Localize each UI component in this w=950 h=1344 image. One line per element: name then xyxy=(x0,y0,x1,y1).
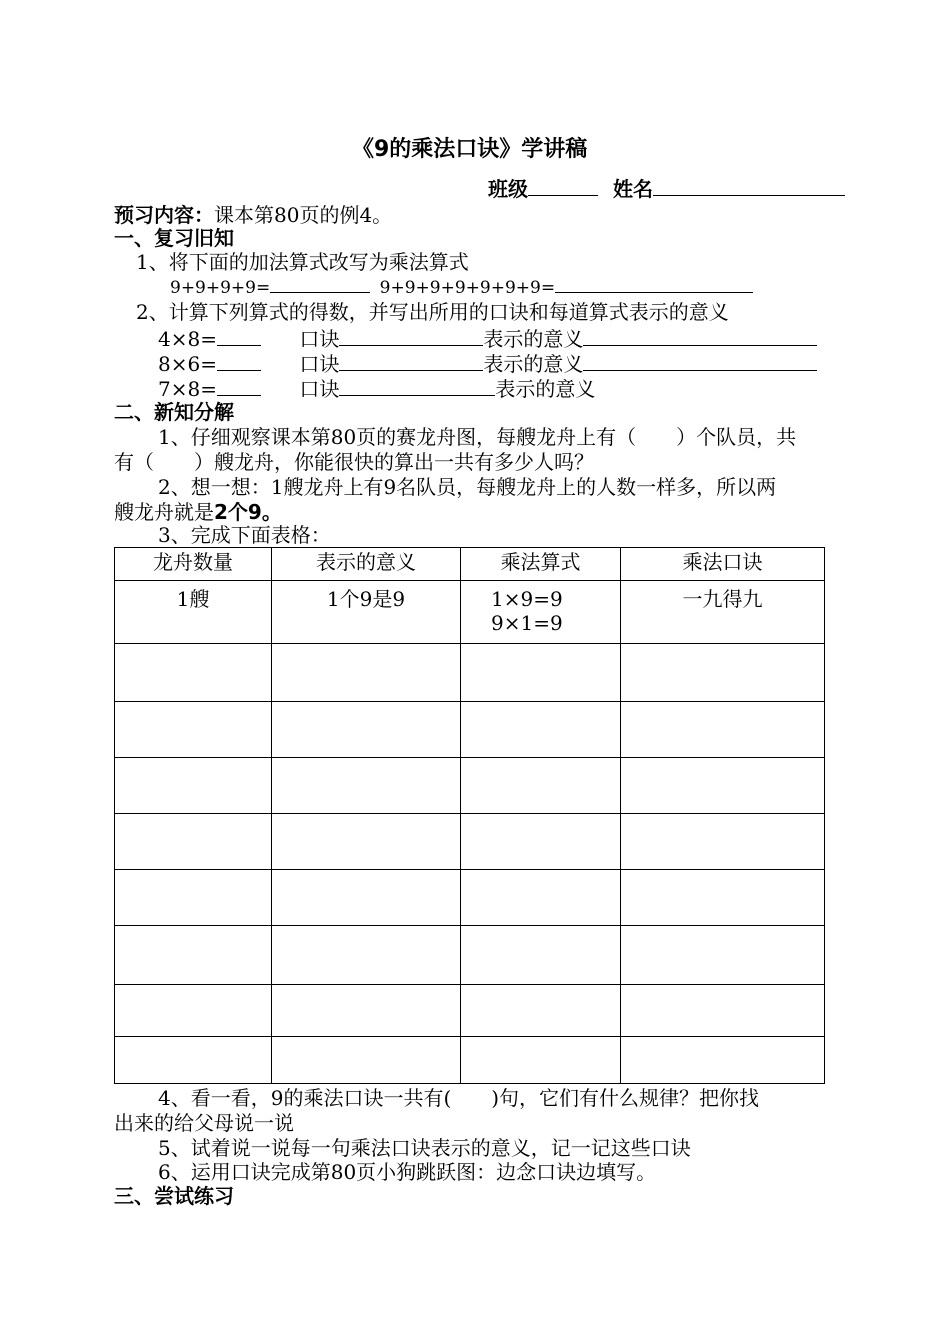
section3-heading: 三、尝试练习 xyxy=(114,1184,234,1208)
table-row[interactable] xyxy=(115,758,825,814)
meaning-cell: 1个9是9 xyxy=(272,581,461,644)
formula-1: 1×9=9 xyxy=(491,587,563,611)
table-cell[interactable] xyxy=(461,985,621,1037)
answer-blank[interactable] xyxy=(217,350,261,371)
table-cell[interactable] xyxy=(621,870,825,926)
class-name-line xyxy=(488,175,845,201)
section2-p1-line1: 1、仔细观察课本第80页的赛龙舟图，每艘龙舟上有（ ）个队员，共 xyxy=(158,425,797,449)
table-cell[interactable] xyxy=(461,758,621,814)
count-cell: 1艘 xyxy=(115,581,272,644)
name-blank[interactable] xyxy=(653,175,845,196)
koujue-blank[interactable] xyxy=(339,325,483,346)
meaning-blank[interactable] xyxy=(583,325,817,346)
section2-p4-line2: 出来的给父母说一说 xyxy=(114,1111,294,1135)
class-blank[interactable] xyxy=(528,175,598,196)
page-title: 《9的乘法口诀》学讲稿 xyxy=(352,137,588,162)
table-cell[interactable] xyxy=(272,926,461,985)
table-cell[interactable] xyxy=(621,644,825,702)
table-cell[interactable] xyxy=(461,870,621,926)
table-cell[interactable] xyxy=(461,644,621,702)
table-cell[interactable] xyxy=(621,758,825,814)
table-cell[interactable] xyxy=(272,985,461,1037)
table-cell[interactable] xyxy=(621,702,825,758)
section1-heading: 一、复习旧知 xyxy=(114,226,234,250)
answer-blank[interactable] xyxy=(217,375,261,396)
header-cell: 表示的意义 xyxy=(272,548,461,581)
name-label: 姓名 xyxy=(612,177,653,201)
answer-blank[interactable] xyxy=(217,325,261,346)
header-cell: 龙舟数量 xyxy=(115,548,272,581)
calc-expr: 8×6= xyxy=(158,352,217,376)
table-cell[interactable] xyxy=(621,926,825,985)
table-cell[interactable] xyxy=(461,702,621,758)
table-cell[interactable] xyxy=(115,985,272,1037)
table-row[interactable] xyxy=(115,814,825,870)
expr-b: 9+9+9+9+9+9+9= xyxy=(379,278,556,298)
header-cell: 乘法口诀 xyxy=(621,548,825,581)
formula-cell xyxy=(461,581,621,644)
table-header-row xyxy=(115,548,825,581)
table-cell[interactable] xyxy=(115,814,272,870)
calc-row-1 xyxy=(158,325,817,351)
section1-q1: 1、将下面的加法算式改写为乘法算式 xyxy=(136,250,469,274)
table-row[interactable] xyxy=(115,926,825,985)
p2-bold: 2个9。 xyxy=(214,500,282,524)
koujue-blank[interactable] xyxy=(339,350,483,371)
table-cell[interactable] xyxy=(115,758,272,814)
section2-p5: 5、试着说一说每一句乘法口诀表示的意义，记一记这些口诀 xyxy=(158,1136,691,1160)
meaning-label: 表示的意义 xyxy=(483,327,584,351)
meaning-label: 表示的意义 xyxy=(495,377,596,401)
calc-expr: 4×8= xyxy=(158,327,217,351)
koujue-label: 口诀 xyxy=(299,327,340,351)
table-cell[interactable] xyxy=(115,926,272,985)
table-row[interactable] xyxy=(115,644,825,702)
table-row[interactable] xyxy=(115,870,825,926)
calc-expr: 7×8= xyxy=(158,377,217,401)
table-row xyxy=(115,581,825,644)
table-cell[interactable] xyxy=(461,814,621,870)
calc-row-3 xyxy=(158,375,595,401)
formula-2: 9×1=9 xyxy=(491,611,563,635)
meaning-blank[interactable] xyxy=(583,350,817,371)
preview-text: 课本第80页的例4。 xyxy=(214,203,393,227)
section2-p2-line1: 2、想一想：1艘龙舟上有9名队员，每艘龙舟上的人数一样多，所以两 xyxy=(158,475,777,499)
table-cell[interactable] xyxy=(272,758,461,814)
preview-line xyxy=(114,203,392,227)
table-cell[interactable] xyxy=(115,702,272,758)
section2-p2-line2 xyxy=(114,500,282,524)
table-cell[interactable] xyxy=(272,814,461,870)
table-cell[interactable] xyxy=(115,644,272,702)
table-row[interactable] xyxy=(115,985,825,1037)
table-row[interactable] xyxy=(115,702,825,758)
table-cell[interactable] xyxy=(461,1037,621,1084)
meaning-label: 表示的意义 xyxy=(483,352,584,376)
section2-p4-line1: 4、看一看，9的乘法口诀一共有( )句，它们有什么规律？把你找 xyxy=(158,1086,760,1110)
table-cell[interactable] xyxy=(272,644,461,702)
section2-heading: 二、新知分解 xyxy=(114,400,234,424)
section2-p1-line2: 有（ ）艘龙舟，你能很快的算出一共有多少人吗？ xyxy=(114,450,594,474)
header-cell: 乘法算式 xyxy=(461,548,621,581)
section2-p3: 3、完成下面表格： xyxy=(158,523,331,547)
expr-a-blank[interactable] xyxy=(270,276,370,293)
table-cell[interactable] xyxy=(621,814,825,870)
table-cell[interactable] xyxy=(621,1037,825,1084)
p2-prefix: 艘龙舟就是 xyxy=(114,500,214,524)
class-label: 班级 xyxy=(488,177,528,201)
koujue-label: 口诀 xyxy=(299,377,340,401)
section1-q2: 2、计算下列算式的得数，并写出所用的口诀和每道算式表示的意义 xyxy=(136,300,729,324)
koujue-blank[interactable] xyxy=(339,375,495,396)
table-cell[interactable] xyxy=(272,1037,461,1084)
table-cell[interactable] xyxy=(272,702,461,758)
preview-label: 预习内容： xyxy=(114,203,214,227)
table-cell[interactable] xyxy=(115,1037,272,1084)
calc-row-2 xyxy=(158,350,817,376)
table-cell[interactable] xyxy=(461,926,621,985)
section2-p6: 6、运用口诀完成第80页小狗跳跃图：边念口诀边填写。 xyxy=(158,1160,657,1184)
koujue-table xyxy=(114,547,825,1084)
table-cell[interactable] xyxy=(621,985,825,1037)
expr-b-blank[interactable] xyxy=(555,276,753,293)
expr-a: 9+9+9+9= xyxy=(170,278,271,298)
table-cell[interactable] xyxy=(115,870,272,926)
koujue-cell: 一九得九 xyxy=(621,581,825,644)
table-cell[interactable] xyxy=(272,870,461,926)
koujue-label: 口诀 xyxy=(299,352,340,376)
section1-q1-exprs xyxy=(170,276,753,300)
table-row[interactable] xyxy=(115,1037,825,1084)
